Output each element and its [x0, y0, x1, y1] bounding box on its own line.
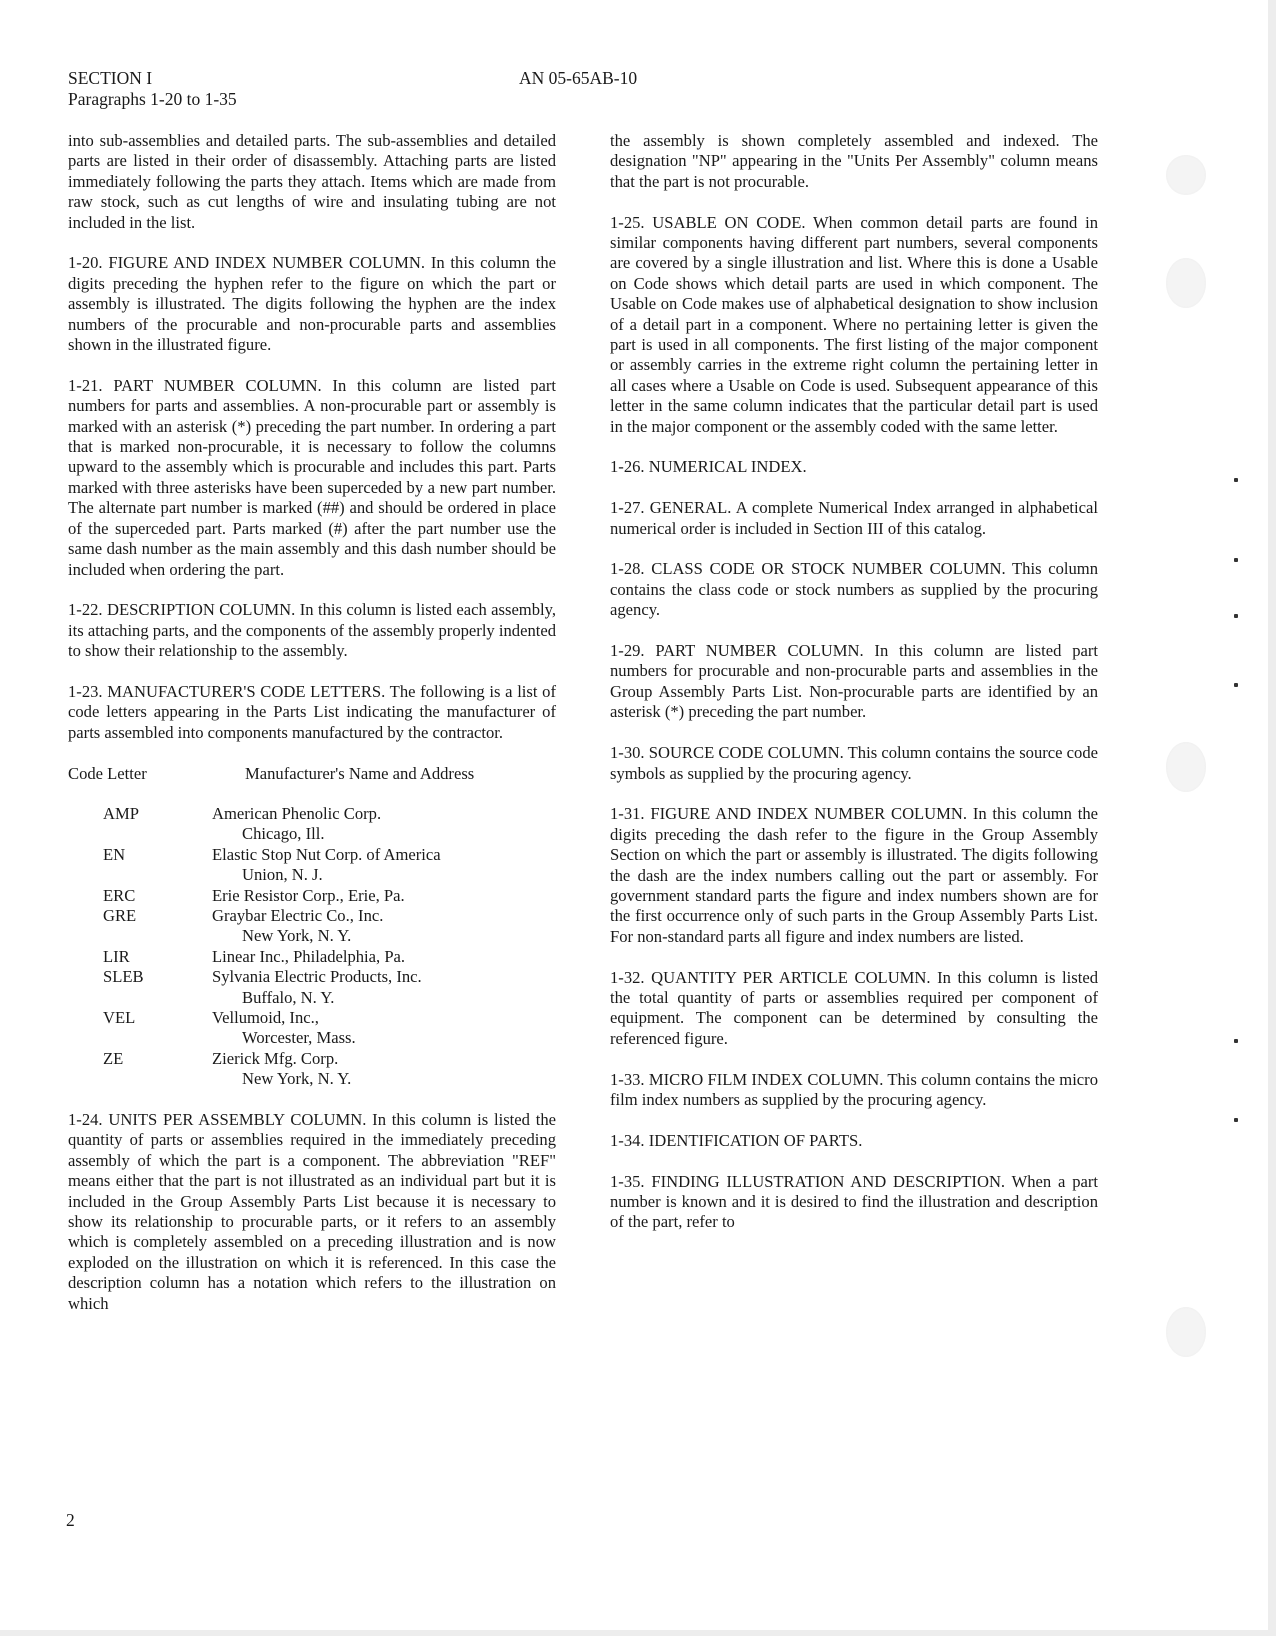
code-letter: GRE	[103, 905, 137, 925]
intro-paragraph: into sub-assemblies and detailed parts. The sub-assemblies and detailed parts are listed in their order of disassembly. Attaching parts are listed immediately following the parts they attach. Items which are made from raw stock, such as cut lengths of wire and insulating tubing are not included in the list.	[68, 131, 556, 232]
scan-mark	[1234, 478, 1238, 482]
paragraph-1-35: 1-35. FINDING ILLUSTRATION AND DESCRIPTION. When a part number is known and it is desired to find the illustration and description of the part, refer to	[610, 1171, 1098, 1232]
left-column	[68, 131, 556, 1334]
paragraph-1-21: 1-21. PART NUMBER COLUMN. In this column are listed part numbers for parts and assemblies. A non-procurable part or assembly is marked with an asterisk (*) preceding the part number. In ordering a part that is marked non-procurable, it is necessary to follow the columns upward to the assembly which is procurable and includes this part. Parts marked with three asterisks have been superceded by a new part number. The alternate part number is marked (##) and should be ordered in place of the superceded part. Parts marked (#) after the part number use the same dash number as the main assembly and this dash number should be included when ordering the part.	[68, 375, 556, 579]
table-row	[68, 906, 556, 947]
table-row	[68, 1049, 556, 1090]
scan-mark	[1234, 683, 1238, 687]
manufacturer-name: Linear Inc., Philadelphia, Pa.	[212, 946, 406, 966]
manufacturer-header: Manufacturer's Name and Address	[245, 763, 475, 783]
code-letter: EN	[103, 844, 126, 864]
code-letter: AMP	[103, 803, 139, 823]
code-letter: ZE	[103, 1048, 124, 1068]
manufacturer-name: Erie Resistor Corp., Erie, Pa.	[212, 885, 405, 905]
paragraph-range: Paragraphs 1-20 to 1-35	[68, 89, 237, 109]
code-letter-header: Code Letter	[68, 763, 147, 783]
table-row	[68, 804, 556, 845]
punch-hole	[1166, 258, 1206, 308]
code-letter: ERC	[103, 885, 136, 905]
paragraph-1-24: 1-24. UNITS PER ASSEMBLY COLUMN. In this column is listed the quantity of parts or assemblies required in the immediately preceding assembly of which the part is a component. The abbreviation "REF" means either that the part is not illustrated as an individual part but it is included in the Group Assembly Parts List because it is necessary to show its relationship to procurable parts, or it refers to an assembly which is completely assembled on a preceding illustration and is now exploded on the illustration on which it is referenced. In this case the description column has a notation which refers to the illustration on which	[68, 1110, 556, 1313]
section-header	[68, 68, 237, 110]
code-letter: VEL	[103, 1007, 136, 1027]
paragraph-1-29: 1-29. PART NUMBER COLUMN. In this column are listed part numbers for procurable and non-procurable parts and assemblies in the Group Assembly Parts List. Non-procurable parts are identified by an asterisk (*) preceding the part number.	[610, 641, 1098, 722]
manufacturer-address: Worcester, Mass.	[242, 1028, 356, 1048]
table-row	[68, 1008, 556, 1049]
manufacturer-address: New York, N. Y.	[242, 1069, 352, 1089]
table-row	[68, 947, 556, 967]
paragraph-1-20: 1-20. FIGURE AND INDEX NUMBER COLUMN. In this column the digits preceding the hyphen refer to the figure on which the part or assembly is illustrated. The digits following the hyphen are the index numbers of the procurable and non-procurable parts and assemblies shown in the illustrated figure.	[68, 253, 556, 355]
scan-mark	[1234, 1118, 1238, 1122]
paragraph-1-34: 1-34. IDENTIFICATION OF PARTS.	[610, 1130, 863, 1150]
paragraph-1-30: 1-30. SOURCE CODE COLUMN. This column contains the source code symbols as supplied by the procuring agency.	[610, 743, 1098, 783]
manufacturer-name: American Phenolic Corp.	[212, 803, 382, 823]
paragraph-1-25: 1-25. USABLE ON CODE. When common detail parts are found in similar components having different part numbers, several components are covered by a single illustration and list. Where this is done a Usable on Code shows which detail parts are used in which component. The Usable on Code makes use of alphabetical designation to show inclusion of a detail part in a component. Where no pertaining letter is given the part is used in all components. The first listing of the major component or assembly carries in the extreme right column the pertaining letter in all cases where a Usable on Code is used. Subsequent appearance of this letter in the same column indicates that the particular detail part is used in the major component or the assembly coded with the same letter.	[610, 212, 1098, 436]
page-number: 2	[66, 1510, 75, 1530]
scan-edge-right	[1268, 0, 1276, 1636]
punch-hole	[1166, 742, 1206, 792]
punch-hole	[1166, 1307, 1206, 1357]
code-letter: LIR	[103, 946, 130, 966]
codes-table-header	[68, 764, 556, 784]
paragraph-1-22: 1-22. DESCRIPTION COLUMN. In this column is listed each assembly, its attaching parts, and the components of the assembly properly indented to show their relationship to the assembly.	[68, 600, 557, 661]
manufacturer-address: Union, N. J.	[242, 865, 323, 885]
paragraph-1-28: 1-28. CLASS CODE OR STOCK NUMBER COLUMN. This column contains the class code or stock numbers as supplied by the procuring agency.	[610, 559, 1098, 620]
scan-edge-bottom	[0, 1630, 1276, 1636]
table-row	[68, 886, 556, 906]
manufacturer-name: Vellumoid, Inc.,	[212, 1007, 319, 1027]
right-column	[610, 131, 1098, 1253]
punch-hole	[1166, 155, 1206, 195]
manufacturer-name: Sylvania Electric Products, Inc.	[212, 967, 422, 987]
manufacturer-name: Graybar Electric Co., Inc.	[212, 905, 384, 925]
document-number: AN 05-65AB-10	[519, 68, 638, 88]
manufacturer-address: New York, N. Y.	[242, 926, 352, 946]
codes-table	[68, 804, 556, 1090]
paragraph-1-23: 1-23. MANUFACTURER'S CODE LETTERS. The following is a list of code letters appearing in the Parts List indicating the manufacturer of parts assembled into components manufactured by the contractor.	[68, 681, 556, 742]
section-label: SECTION I	[68, 68, 153, 88]
manufacturer-address: Chicago, Ill.	[242, 824, 325, 844]
paragraph-1-32: 1-32. QUANTITY PER ARTICLE COLUMN. In this column is listed the total quantity of parts or assemblies required per component of equipment. The component can be determined by consulting the referenced figure.	[610, 967, 1098, 1048]
paragraph-1-33: 1-33. MICRO FILM INDEX COLUMN. This column contains the micro film index numbers as supplied by the procuring agency.	[610, 1069, 1098, 1109]
manufacturer-name: Zierick Mfg. Corp.	[212, 1048, 339, 1068]
scan-mark	[1234, 558, 1238, 562]
table-row	[68, 967, 556, 1008]
paragraph-1-31: 1-31. FIGURE AND INDEX NUMBER COLUMN. In this column the digits preceding the dash refer to the figure in the Group Assembly Section on which the part or assembly is illustrated. The digits following the dash are the index numbers calling out the part or assembly. For government standard parts the figure and index numbers shown are for the first occurrence only of such parts in the Group Assembly Parts List. For non-standard parts all figure and index numbers are listed.	[610, 804, 1098, 946]
manufacturer-name: Elastic Stop Nut Corp. of America	[212, 844, 441, 864]
scan-mark	[1234, 614, 1238, 618]
manufacturer-address: Buffalo, N. Y.	[242, 987, 335, 1007]
continued-paragraph: the assembly is shown completely assembled and indexed. The designation "NP" appearing in the "Units Per Assembly" column means that the part is not procurable.	[610, 131, 1098, 191]
table-row	[68, 845, 556, 886]
paragraph-1-27: 1-27. GENERAL. A complete Numerical Index arranged in alphabetical numerical order is included in Section III of this catalog.	[610, 498, 1098, 538]
paragraph-1-26: 1-26. NUMERICAL INDEX.	[610, 457, 807, 477]
code-letter: SLEB	[103, 967, 144, 987]
scan-mark	[1234, 1039, 1238, 1043]
